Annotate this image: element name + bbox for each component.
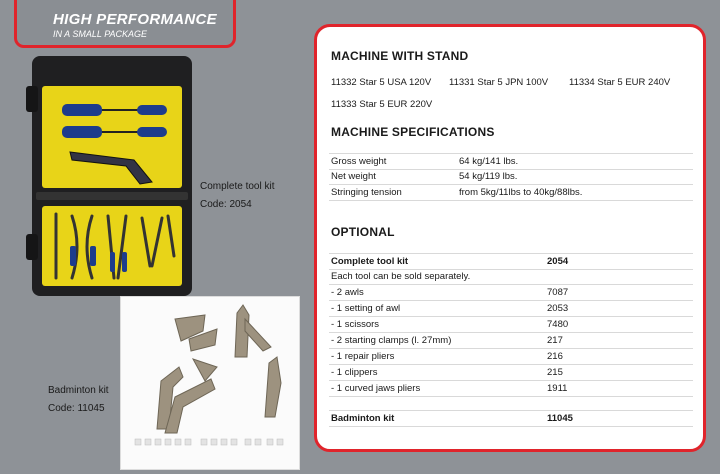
badminton-kit-image (120, 296, 300, 470)
spec-label: Stringing tension (331, 187, 402, 198)
specs-title: MACHINE SPECIFICATIONS (331, 125, 495, 139)
badminton-caption: Badminton kit (48, 385, 109, 396)
model-item: 11334 Star 5 EUR 240V (569, 77, 671, 88)
case-base-foam (42, 206, 182, 286)
optional-label: - 1 clippers (331, 367, 378, 378)
case-latch (26, 86, 38, 112)
optional-row (329, 381, 693, 397)
optional-label: - 2 starting clamps (l. 27mm) (331, 335, 452, 346)
model-item: 11332 Star 5 USA 120V (331, 77, 432, 88)
optional-code: 1911 (547, 383, 568, 394)
banner-title: HIGH PERFORMANCE (53, 11, 217, 28)
machine-stand-title: MACHINE WITH STAND (331, 49, 469, 63)
optional-code: 216 (547, 351, 563, 362)
badminton-row (329, 410, 693, 427)
case-lid-foam (42, 86, 182, 188)
spec-row (329, 153, 693, 170)
awls-illustration (42, 86, 182, 188)
optional-label: - 1 curved jaws pliers (331, 383, 421, 394)
banner-subtitle: IN A SMALL PACKAGE (53, 29, 148, 39)
spec-value: from 5kg/11lbs to 40kg/88lbs. (459, 187, 583, 198)
optional-code: 217 (547, 335, 563, 346)
badminton-code: Code: 11045 (48, 403, 105, 414)
header-banner (14, 0, 236, 48)
optional-label: - 1 scissors (331, 319, 380, 330)
pliers-illustration (42, 206, 182, 286)
optional-code: 2054 (547, 256, 569, 267)
optional-title: OPTIONAL (331, 225, 395, 239)
toolkit-caption: Complete tool kit (200, 181, 275, 192)
spec-row (329, 185, 693, 201)
tool-case-image (32, 56, 192, 296)
optional-row (329, 301, 693, 317)
spec-label: Gross weight (331, 156, 387, 167)
badminton-tools-illustration (121, 297, 299, 469)
case-hinge (36, 192, 188, 200)
model-item: 11331 Star 5 JPN 100V (449, 77, 549, 88)
spec-row (329, 169, 693, 185)
optional-row (329, 285, 693, 301)
optional-row (329, 317, 693, 333)
optional-row (329, 365, 693, 381)
optional-label: Each tool can be sold separately. (331, 271, 471, 282)
optional-code: 7087 (547, 287, 569, 298)
badminton-label: Badminton kit (331, 413, 395, 424)
spec-value: 54 kg/119 lbs. (459, 171, 518, 182)
optional-code: 7480 (547, 319, 569, 330)
optional-row (329, 253, 693, 270)
toolkit-code: Code: 2054 (200, 199, 252, 210)
optional-label: - 2 awls (331, 287, 364, 298)
optional-label: - 1 setting of awl (331, 303, 401, 314)
model-item: 11333 Star 5 EUR 220V (331, 99, 433, 110)
optional-label: Complete tool kit (331, 256, 409, 267)
optional-code: 215 (547, 367, 563, 378)
optional-label: - 1 repair pliers (331, 351, 395, 362)
optional-row (329, 269, 693, 285)
spec-value: 64 kg/141 lbs. (459, 156, 519, 167)
optional-row (329, 333, 693, 349)
case-latch (26, 234, 38, 260)
optional-row (329, 349, 693, 365)
spec-label: Net weight (331, 171, 376, 182)
badminton-code-value: 11045 (547, 413, 573, 424)
specifications-card (314, 24, 706, 452)
optional-code: 2053 (547, 303, 569, 314)
